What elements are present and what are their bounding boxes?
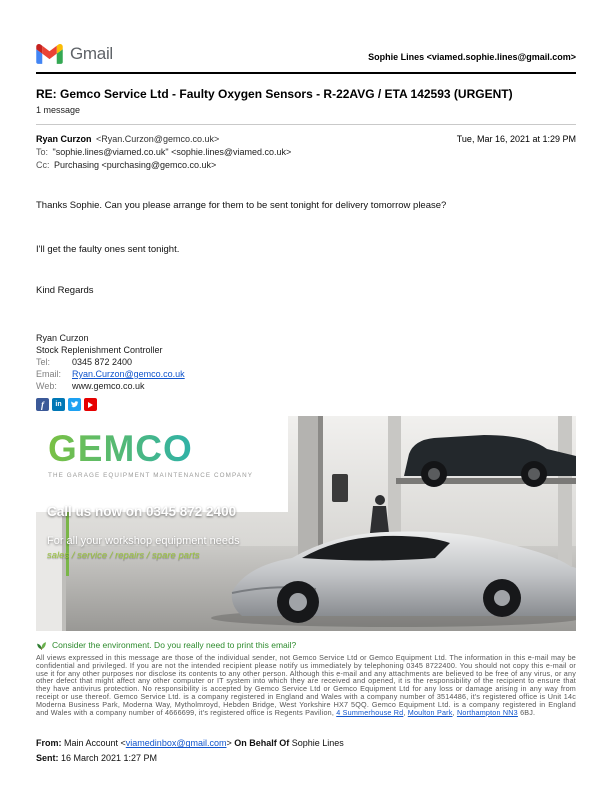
social-links: [36, 398, 576, 411]
message-date: Tue, Mar 16, 2021 at 1:29 PM: [456, 134, 576, 144]
signature-web-line: [36, 380, 576, 392]
body-paragraph-3: Kind Regards: [36, 285, 94, 296]
promo-phone-line: Call us now on 0345 872 2400: [47, 504, 237, 519]
body-paragraph-2: I'll get the faulty ones sent tonight.: [36, 244, 180, 255]
signature-email-line: [36, 368, 576, 380]
youtube-play-glyph: [88, 402, 93, 408]
sent-value: 16 March 2021 1:27 PM: [58, 753, 158, 764]
gemco-promo-image: [36, 416, 576, 631]
signature-tel-line: [36, 356, 576, 368]
sent-label: Sent:: [36, 753, 59, 764]
disclaimer-sep-2: ,: [452, 707, 457, 717]
quoted-sent-line: [36, 753, 576, 763]
twitter-icon[interactable]: [68, 398, 81, 411]
header-divider: [36, 72, 576, 74]
youtube-icon[interactable]: [84, 398, 97, 411]
message-count: 1 message: [36, 105, 81, 115]
gmail-wordmark: Gmail: [70, 44, 113, 63]
cc-line: [36, 160, 576, 170]
address-link-postcode[interactable]: Northampton NN3: [456, 707, 518, 717]
tel-label: Tel:: [36, 357, 51, 367]
web-value: www.gemco.co.uk: [72, 381, 145, 391]
gemco-logo: GEMCO: [48, 430, 288, 468]
disclaimer-sep-1: ,: [403, 707, 408, 717]
environment-row: [36, 639, 576, 650]
promo-needs-line: For all your workshop equipment needs: [47, 535, 240, 547]
signature-name: Ryan Curzon: [36, 333, 89, 343]
linkedin-icon[interactable]: [52, 398, 65, 411]
from-email-link[interactable]: viamedinbox@gmail.com: [125, 738, 227, 749]
environment-note: Consider the environment. Do you really need to print this email?: [52, 639, 297, 650]
from-account: Main Account <: [61, 738, 126, 749]
thread-divider: [36, 124, 576, 125]
disclaimer-text: All views expressed in this message are those of the individual sender, not Gemco Service Ltd or Gemco Equipment Ltd. The information in this e-mail may be confidential and privileged. If you are not the intended recipient please notify us immediately by telephoning 0345 8722400. You should not copy this e-mail or use it for any other purposes nor disclose its contents to any other person. Although this e-mail and any attachments are believed to be free of any virus, or any other defect that might affect any other computer or IT system into which they are received and opened, it is the responsibility of the recipient to ensure that they have antivirus protection. No responsibility is accepted by Gemco Service Ltd or Gemco Equipment Ltd for any loss or damage arising in any way from receipt or use thereof. Gemco Service Ltd. is a company registered in England and Wales with a company number of 3514486, it's registered office is Unit 14c Moderna Business Park, Moderna Way, Mytholmroyd, Hebden Bridge, West Yorkshire HX7 5QQ. Gemco Equipment Ltd. is a company registered in England and Wales with a company number of 4666699, it's registered office is Regents Pavilion,: [36, 653, 576, 717]
from-label: From:: [36, 738, 62, 749]
to-value: "sophie.lines@viamed.co.uk" <sophie.lines@viamed.co.uk>: [52, 147, 292, 157]
promo-services-line: sales / service / repairs / spare parts: [47, 550, 200, 561]
signature-email-link[interactable]: Ryan.Curzon@gemco.co.uk: [72, 369, 185, 379]
sender-name: Ryan Curzon: [36, 134, 92, 144]
cc-label: Cc:: [36, 160, 50, 170]
on-behalf-value: Sophie Lines: [289, 738, 344, 749]
facebook-icon[interactable]: [36, 398, 49, 411]
facebook-glyph: f: [41, 399, 44, 410]
gmail-header: [36, 44, 576, 64]
gemco-logo-panel: [36, 416, 288, 512]
linkedin-glyph: in: [55, 401, 62, 408]
on-behalf-label: On Behalf Of: [234, 738, 290, 749]
account-identity: Sophie Lines <viamed.sophie.lines@gmail.com>: [368, 52, 576, 62]
address-link-park[interactable]: Moulton Park: [407, 707, 453, 717]
to-label: To:: [36, 147, 49, 157]
gemco-tagline: THE GARAGE EQUIPMENT MAINTENANCE COMPANY: [48, 472, 254, 479]
email-label: Email:: [36, 369, 62, 379]
message-header-row: [36, 134, 576, 144]
address-link-street[interactable]: 4 Summerhouse Rd: [336, 707, 404, 717]
tel-value: 0345 872 2400: [72, 357, 133, 367]
web-label: Web:: [36, 381, 57, 391]
plant-icon: [36, 639, 47, 650]
disclaimer-suffix: 6BJ.: [517, 707, 536, 717]
signature-job-title: Stock Replenishment Controller: [36, 345, 163, 355]
gmail-logo: [36, 44, 113, 64]
to-line: [36, 147, 576, 157]
email-subject: RE: Gemco Service Ltd - Faulty Oxygen Sensors - R-22AVG / ETA 142593 (URGENT): [36, 87, 513, 101]
gmail-m-icon: [36, 44, 63, 64]
quoted-from-line: [36, 738, 576, 748]
twitter-bird-glyph: [70, 400, 79, 409]
email-signature: [36, 332, 576, 392]
cc-value: Purchasing <purchasing@gemco.co.uk>: [54, 160, 217, 170]
legal-disclaimer: [36, 654, 576, 716]
body-paragraph-1: Thanks Sophie. Can you please arrange for them to be sent tonight for delivery tomorrow please?: [36, 200, 447, 211]
sender-email: <Ryan.Curzon@gemco.co.uk>: [96, 134, 220, 144]
from-bracket: >: [226, 738, 235, 749]
sender-line: [36, 134, 219, 144]
